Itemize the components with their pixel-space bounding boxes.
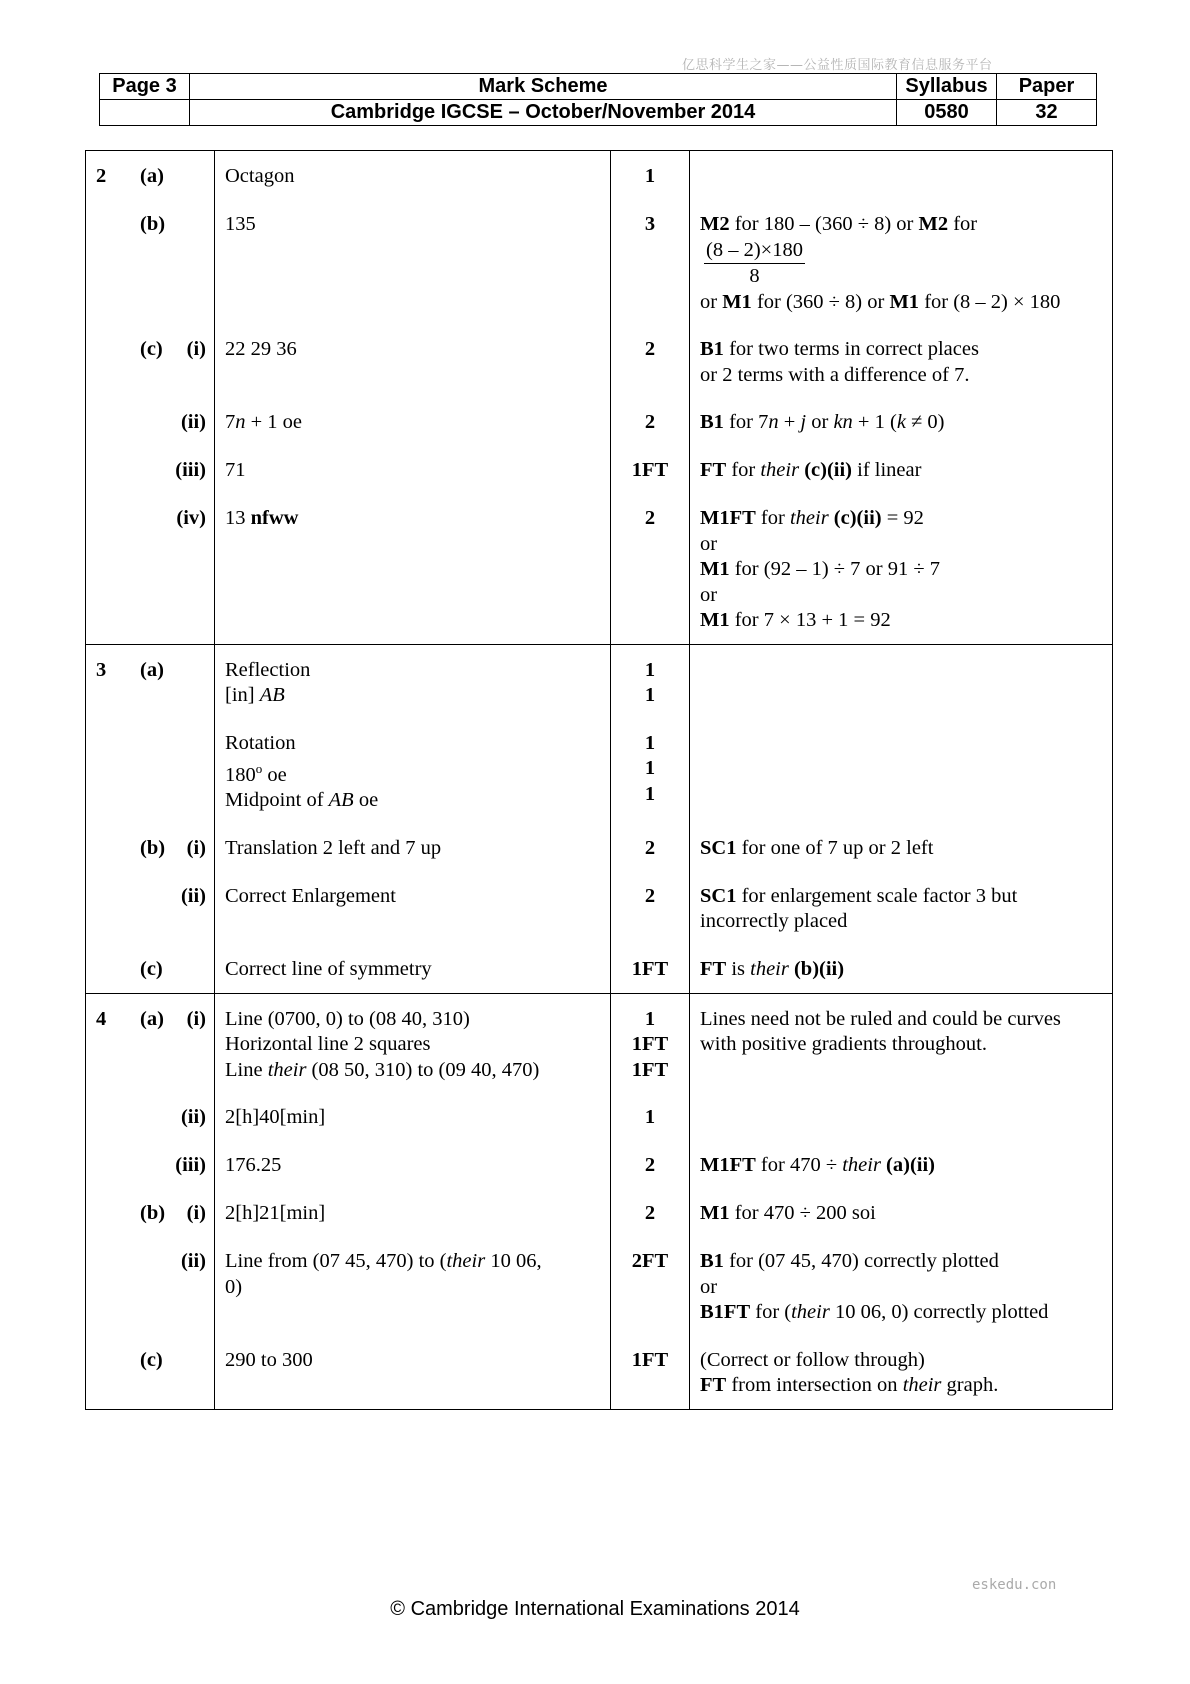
fraction: $\frac{(8 - 2)\times 180}{8}$ — [706, 238, 803, 287]
document-subtitle: Cambridge IGCSE – October/November 2014 — [190, 100, 897, 126]
guidance-cell: SC1 for one of 7 up or 2 left — [690, 814, 1113, 862]
part-label: (a) — [140, 1007, 164, 1030]
answer-cell: 71 — [215, 436, 611, 484]
mark-cell: 2FT — [611, 1227, 690, 1326]
mark-cell: 1 1 1 1 1 — [611, 644, 690, 814]
table-row — [86, 436, 1113, 484]
guidance-cell: (Correct or follow through) FT from intersection on their graph. — [690, 1326, 1113, 1410]
table-row — [86, 644, 1113, 814]
subpart-label: (ii) — [180, 1106, 206, 1129]
part-label: (c) — [140, 957, 163, 980]
table-row — [86, 862, 1113, 935]
mark-cell: 1 1FT 1FT — [611, 993, 690, 1083]
guidance-cell: B1 for (07 45, 470) correctly plotted or B1FT for (their 10 06, 0) correctly plotted — [690, 1227, 1113, 1326]
subpart-label: (iv) — [176, 507, 206, 529]
guidance-cell — [690, 644, 1113, 814]
guidance-cell: FT is their (b)(ii) — [690, 935, 1113, 994]
mark-cell: 2 — [611, 315, 690, 388]
document-title: Mark Scheme — [190, 74, 897, 100]
table-row — [86, 1326, 1113, 1410]
mark-cell: 2 — [611, 1179, 690, 1227]
page-number: Page 3 — [100, 74, 190, 100]
guidance-cell — [690, 1083, 1113, 1131]
subpart-label: (ii) — [180, 884, 206, 907]
mark-cell: 1 — [611, 151, 690, 191]
mark-cell: 2 — [611, 388, 690, 436]
mark-cell: 1 — [611, 1083, 690, 1131]
subpart-label: (iii) — [175, 459, 206, 481]
mark-scheme-header — [99, 73, 1097, 126]
part-label: (c) — [140, 338, 163, 360]
answer-cell: Reflection [in] AB Rotation 180$^o$ oe Midpoint of AB oe — [215, 644, 611, 814]
guidance-cell: B1 for 7n + j or kn + 1 (k ≠ 0) — [690, 388, 1113, 436]
answer-cell: 13 nfww — [215, 484, 611, 644]
table-row — [86, 315, 1113, 388]
answer-cell: 7n + 1 oe — [215, 388, 611, 436]
table-row — [86, 151, 1113, 191]
mark-scheme-table — [85, 150, 1113, 1410]
subpart-label: (i) — [186, 1007, 206, 1030]
table-row — [86, 1083, 1113, 1131]
table-row — [86, 993, 1113, 1083]
guidance-cell: Lines need not be ruled and could be curves with positive gradients throughout. — [690, 993, 1113, 1083]
answer-cell: Correct Enlargement — [215, 862, 611, 935]
mark-cell: 1FT — [611, 436, 690, 484]
question-number: 3 — [96, 658, 107, 681]
answer-cell: Line (0700, 0) to (08 40, 310) Horizontal line 2 squares Line their (08 50, 310) to (09 40, 470) — [215, 993, 611, 1083]
guidance-cell: M1FT for 470 ÷ their (a)(ii) — [690, 1131, 1113, 1179]
mark-cell: 2 — [611, 484, 690, 644]
watermark-text: 亿思科学生之家——公益性质国际教育信息服务平台 — [682, 58, 993, 73]
answer-cell: 2[h]21[min] — [215, 1179, 611, 1227]
copyright-footer: © Cambridge International Examinations 2014 — [390, 1598, 800, 1620]
answer-cell: 135 — [215, 190, 611, 315]
table-row — [86, 1179, 1113, 1227]
table-row — [86, 388, 1113, 436]
table-row — [86, 814, 1113, 862]
guidance-cell: B1 for two terms in correct places or 2 terms with a difference of 7. — [690, 315, 1113, 388]
paper-number: 32 — [997, 100, 1097, 126]
syllabus-label: Syllabus — [897, 74, 997, 100]
subpart-label: (i) — [186, 1202, 206, 1225]
mark-cell: 2 — [611, 1131, 690, 1179]
answer-cell: Correct line of symmetry — [215, 935, 611, 994]
part-label: (c) — [140, 1348, 163, 1371]
header-blank — [100, 100, 190, 126]
guidance-cell — [690, 151, 1113, 191]
table-row — [86, 190, 1113, 315]
guidance-cell: M2 for 180 – (360 ÷ 8) or M2 for $\frac{(8 - 2)\times 180}{8}$ or M1 for (360 ÷ 8) or M1 for (8 – 2) × 180 — [690, 190, 1113, 315]
subpart-label: (iii) — [175, 1154, 206, 1177]
table-row — [86, 935, 1113, 994]
table-row — [86, 484, 1113, 644]
answer-cell: 290 to 300 — [215, 1326, 611, 1410]
question-number: 4 — [96, 1007, 107, 1030]
answer-cell: Line from (07 45, 470) to (their 10 06, 0) — [215, 1227, 611, 1326]
mark-cell: 2 — [611, 862, 690, 935]
guidance-cell: SC1 for enlargement scale factor 3 but incorrectly placed — [690, 862, 1113, 935]
subpart-label: (ii) — [180, 411, 206, 433]
table-row — [86, 1227, 1113, 1326]
answer-cell: 22 29 36 — [215, 315, 611, 388]
answer-cell: Octagon — [215, 151, 611, 191]
table-row — [86, 1131, 1113, 1179]
watermark-url: eskedu.con — [972, 1577, 1057, 1593]
answer-cell: 176.25 — [215, 1131, 611, 1179]
paper-label: Paper — [997, 74, 1097, 100]
question-number: 2 — [96, 165, 107, 187]
guidance-cell: M1FT for their (c)(ii) = 92 or M1 for (92 – 1) ÷ 7 or 91 ÷ 7 or M1 for 7 × 13 + 1 = 92 — [690, 484, 1113, 644]
part-label: (b) — [140, 836, 166, 859]
part-label: (a) — [140, 658, 164, 681]
part-label: (b) — [140, 213, 166, 235]
answer-cell: 2[h]40[min] — [215, 1083, 611, 1131]
guidance-cell: FT for their (c)(ii) if linear — [690, 436, 1113, 484]
mark-cell: 1FT — [611, 1326, 690, 1410]
syllabus-code: 0580 — [897, 100, 997, 126]
guidance-cell: M1 for 470 ÷ 200 soi — [690, 1179, 1113, 1227]
part-label: (a) — [140, 165, 164, 187]
subpart-label: (i) — [186, 836, 206, 859]
mark-cell: 3 — [611, 190, 690, 315]
part-label: (b) — [140, 1202, 166, 1225]
mark-cell: 2 — [611, 814, 690, 862]
answer-cell: Translation 2 left and 7 up — [215, 814, 611, 862]
mark-cell: 1FT — [611, 935, 690, 994]
subpart-label: (ii) — [180, 1250, 206, 1273]
subpart-label: (i) — [186, 338, 206, 360]
